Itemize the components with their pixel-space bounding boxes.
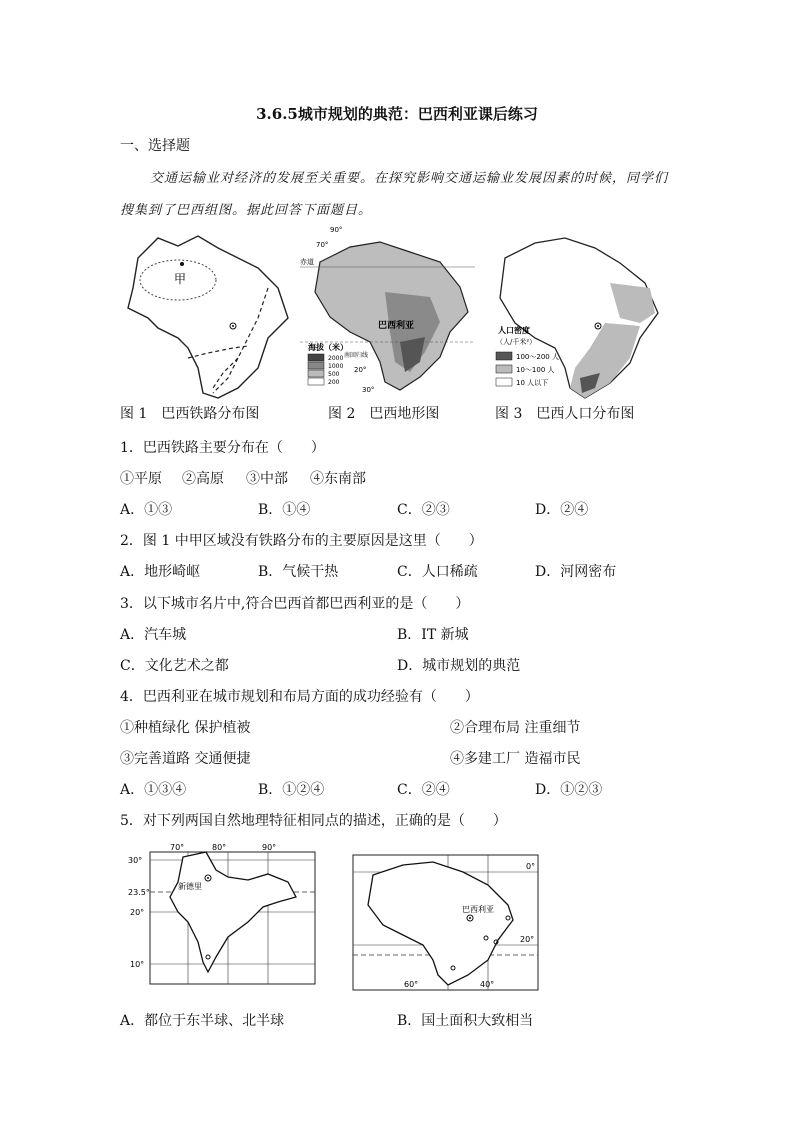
fig2-lat-30: 30° [362, 386, 375, 394]
figure-1-caption: 图 1 巴西铁路分布图 [120, 406, 260, 422]
fig3-legend-title: 人口密度 [498, 326, 530, 335]
q1-option-c[interactable]: C．②③ [397, 502, 450, 518]
q4-item: ②合理布局 注重细节 [450, 720, 581, 736]
q4-option-b[interactable]: B．①②④ [258, 782, 325, 798]
brazil-city: 巴西利亚 [462, 905, 494, 914]
q5-option-b[interactable]: B．国土面积大致相当 [397, 1013, 534, 1029]
brazil-lat-20: 20° [520, 935, 535, 944]
question-1-stem: 1．巴西铁路主要分布在（ ） [120, 440, 325, 456]
q2-option-b[interactable]: B．气候干热 [258, 564, 339, 580]
brazil-lon-40: 40° [480, 980, 495, 989]
page-title: 3.6.5城市规划的典范：巴西利亚课后练习 [256, 105, 538, 123]
q2-option-d[interactable]: D．河网密布 [535, 564, 617, 580]
q3-option-b[interactable]: B．IT 新城 [397, 627, 469, 643]
fig2-city: 巴西利亚 [378, 321, 415, 331]
question-2-stem: 2．图 1 中甲区域没有铁路分布的主要原因是这里（ ） [120, 533, 483, 549]
brazil-map [348, 850, 548, 995]
section-heading: 一、选择题 [120, 138, 190, 154]
figure-3-population-map [490, 228, 665, 403]
fig2-lon-70: 70° [316, 241, 329, 249]
fig2-equator: 赤道 [300, 258, 314, 266]
fig3-legend-unit: （人/千米²） [496, 338, 537, 346]
q3-option-a[interactable]: A．汽车城 [120, 627, 187, 643]
india-lon-70: 70° [170, 843, 185, 852]
figure-2-caption: 图 2 巴西地形图 [328, 406, 440, 422]
q1-item: ①平原 [120, 471, 162, 487]
q4-option-c[interactable]: C．②④ [397, 782, 450, 798]
fig2-legend-1: 1000 [328, 363, 344, 370]
fig3-legend-2: 10 人以下 [516, 379, 549, 387]
india-map [128, 842, 323, 992]
figure-1-railway-map [118, 228, 298, 403]
fig3-legend-0: 100～200 人 [516, 353, 559, 361]
q2-option-a[interactable]: A．地形崎岖 [120, 564, 201, 580]
india-city: 新德里 [178, 882, 202, 891]
q5-option-a[interactable]: A．都位于东半球、北半球 [120, 1013, 285, 1029]
q1-item: ④东南部 [310, 471, 366, 487]
q4-item: ④多建工厂 造福市民 [450, 751, 581, 767]
q4-option-d[interactable]: D．①②③ [535, 782, 603, 798]
brazil-lon-60: 60° [404, 980, 419, 989]
q4-item: ①种植绿化 保护植被 [120, 720, 251, 736]
intro-line-1: 交通运输业对经济的发展至关重要。在探究影响交通运输业发展因素的时候，同学们 [150, 171, 669, 186]
q1-item: ②高原 [182, 471, 224, 487]
q1-item: ③中部 [246, 471, 288, 487]
q2-option-c[interactable]: C．人口稀疏 [397, 564, 478, 580]
fig2-tropic: 南回归线 [344, 352, 369, 359]
q3-option-d[interactable]: D．城市规划的典范 [397, 658, 521, 674]
q1-option-d[interactable]: D．②④ [535, 502, 589, 518]
fig2-lon-90: 90° [330, 226, 343, 234]
india-lat-20: 20° [130, 908, 145, 917]
fig2-legend-3: 200 [328, 379, 340, 386]
india-lon-80: 80° [212, 843, 227, 852]
question-3-stem: 3．以下城市名片中,符合巴西首都巴西利亚的是（ ） [120, 596, 470, 612]
q4-item: ③完善道路 交通便捷 [120, 751, 251, 767]
q4-option-a[interactable]: A．①③④ [120, 782, 187, 798]
question-4-stem: 4．巴西利亚在城市规划和布局方面的成功经验有（ ） [120, 689, 479, 705]
fig2-lat-20: 20° [354, 366, 367, 374]
india-lat-10: 10° [130, 960, 145, 969]
india-lat-23: 23.5° [128, 888, 150, 897]
fig2-legend-title: 海拔（米） [308, 343, 348, 352]
intro-line-2: 搜集到了巴西组图。据此回答下面题目。 [120, 203, 373, 218]
fig2-legend-0: 2000 [328, 355, 344, 362]
figure-3-caption: 图 3 巴西人口分布图 [495, 406, 635, 422]
fig1-label-jia: 甲 [174, 272, 187, 286]
brazil-lat-0: 0° [526, 862, 536, 871]
india-lon-90: 90° [262, 843, 277, 852]
question-5-stem: 5．对下列两国自然地理特征相同点的描述，正确的是（ ） [120, 813, 507, 829]
q1-option-b[interactable]: B．①④ [258, 502, 311, 518]
figure-2-terrain-map [300, 222, 480, 402]
q3-option-c[interactable]: C．文化艺术之都 [120, 658, 229, 674]
india-lat-30: 30° [128, 856, 143, 865]
q1-option-a[interactable]: A．①③ [120, 502, 173, 518]
fig2-legend-2: 500 [328, 371, 340, 378]
fig3-legend-1: 10～100 人 [516, 366, 555, 374]
